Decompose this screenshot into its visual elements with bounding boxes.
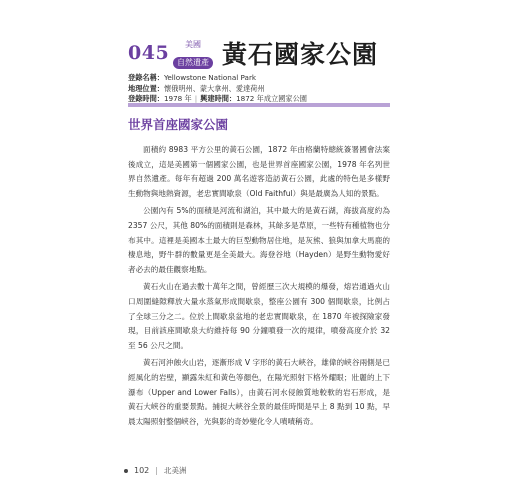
region-box <box>170 40 216 69</box>
region-label: 美國 <box>185 40 201 49</box>
category-badge: 自然遺產 <box>173 57 213 69</box>
built-label: 興建時間： <box>200 94 237 103</box>
info-block <box>128 73 307 105</box>
page-number: 102 <box>134 466 150 475</box>
name-value: Yellowstone National Park <box>163 73 257 82</box>
built-value: 1872 年成立國家公園 <box>236 94 307 103</box>
page-title: 黃石國家公園 <box>222 40 379 69</box>
article-body <box>128 143 390 432</box>
paragraph: 黃石火山在過去數十萬年之間，曾經歷三次大規模的爆發，熔岩通過火山口周圍縫隙釋放大量水蒸氣形成間歇泉，整座公園有 300 個間歇泉，比例占了全球三分之二。位於上間歇泉盆地的老忠實間歇泉，在 1870 年被探險家發現，目前該座間歇泉大約維持每 90 分鐘噴發一次的規律，噴發高度介於 32 至 56 公尺之間。 <box>128 282 390 350</box>
paragraph: 黃石河沖蝕火山岩，逐漸形成 V 字形的黃石大峽谷，雄偉的峽谷兩側是已經風化的岩壁，顯露朱紅和黃色等顏色，在陽光照射下格外耀眼；壯麗的上下瀑布（Upper and Lower Falls），由黃石河水侵蝕質地較軟的岩石形成，是黃石大峽谷的重要景點。捕捉大峽谷全景的最佳時間是早上 8 點到 10 點，早晨太陽照射整個峽谷，光與影的奇妙變化令人嘖嘖稱奇。 <box>128 358 390 426</box>
continent-label: 北美洲 <box>163 466 187 475</box>
entry-number: 045 <box>128 42 170 64</box>
footer-divider: | <box>155 466 158 475</box>
section-title: 世界首座國家公園 <box>128 117 229 132</box>
info-row-name <box>128 73 307 84</box>
location-label: 地理位置： <box>128 83 164 93</box>
location-value: 懷俄明州、蒙大拿州、愛達荷州 <box>163 83 265 93</box>
name-label: 登錄名稱： <box>128 73 164 82</box>
year-label: 登錄時間： <box>128 94 164 103</box>
year-value: 1978 年 <box>163 94 192 103</box>
info-separator: | <box>194 94 198 103</box>
header-divider <box>128 103 390 107</box>
page-footer <box>124 465 186 476</box>
bullet-icon <box>124 469 128 473</box>
paragraph: 公園內有 5%的面積是河流和湖泊，其中最大的是黃石湖，海拔高度約為 2357 公尺，其他 80%的面積則是森林，其餘多是草原，一些特有種植物也分布其中。這裡是美國本土最大的巨型動物居住地，是灰熊、狼與加拿大馬鹿的棲息地，野牛群的數量更是全美最大。海登谷地（Hayden）是野生動物愛好者必去的最佳觀察地點。 <box>128 206 390 274</box>
paragraph: 面積約 8983 平方公里的黃石公園，1872 年由格蘭特總統簽署國會法案後成立，這是美國第一個國家公園，也是世界首座國家公園，1978 年名列世界自然遺產。每年有超過 200 萬名遊客造訪黃石公園，此處的特色是多樣野生動物與地熱資源，老忠實間歇泉（Old Faithful）與是最廣為人知的景點。 <box>128 145 390 198</box>
info-row-location <box>128 84 307 95</box>
